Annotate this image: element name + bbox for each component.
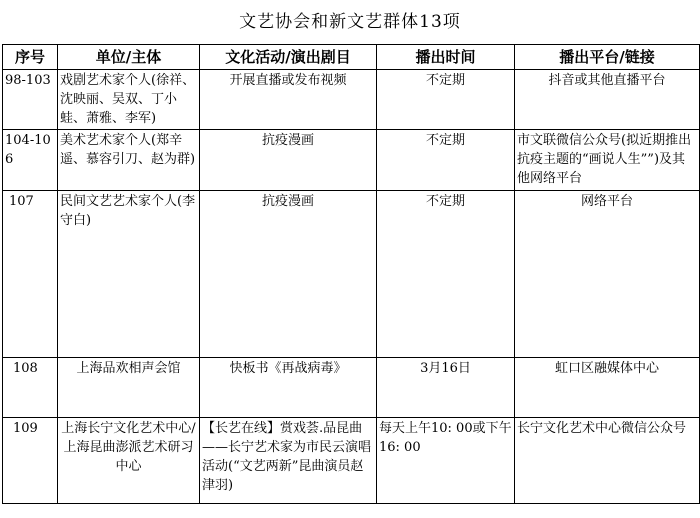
table-row [3, 418, 700, 504]
header-no: 序号 [3, 45, 58, 70]
cell-no: 108 [3, 358, 58, 418]
cell-no: 107 [3, 191, 58, 358]
program-table [2, 44, 700, 504]
cell-activity: 【长艺在线】赏戏荟.品昆曲——长宁艺术家为市民云演唱活动(“文艺两新”昆曲演员赵津羽) [200, 418, 377, 504]
cell-platform: 市文联微信公众号(拟近期推出抗疫主题的“画说人生””)及其他网络平台 [515, 130, 700, 191]
header-unit: 单位/主体 [58, 45, 200, 70]
cell-platform: 长宁文化艺术中心微信公众号 [515, 418, 700, 504]
cell-time: 3月16日 [377, 358, 515, 418]
cell-time: 不定期 [377, 130, 515, 191]
cell-no: 109 [3, 418, 58, 504]
cell-unit: 上海品欢相声会馆 [58, 358, 200, 418]
table-row [3, 358, 700, 418]
table-header-row [3, 45, 700, 70]
cell-time: 不定期 [377, 70, 515, 130]
header-time: 播出时间 [377, 45, 515, 70]
cell-unit: 上海长宁文化艺术中心/上海昆曲澎派艺术研习中心 [58, 418, 200, 504]
cell-no: 104-106 [3, 130, 58, 191]
cell-time: 每天上午10: 00或下午16: 00 [377, 418, 515, 504]
cell-platform: 抖音或其他直播平台 [515, 70, 700, 130]
cell-no: 98-103 [3, 70, 58, 130]
cell-activity: 抗疫漫画 [200, 191, 377, 358]
cell-platform: 虹口区融媒体中心 [515, 358, 700, 418]
cell-unit: 民间文艺艺术家个人(李守白) [58, 191, 200, 358]
table-row [3, 70, 700, 130]
page-title: 文艺协会和新文艺群体13项 [239, 12, 461, 32]
header-activity: 文化活动/演出剧目 [200, 45, 377, 70]
cell-time: 不定期 [377, 191, 515, 358]
header-platform: 播出平台/链接 [515, 45, 700, 70]
cell-unit: 戏剧艺术家个人(徐祥、沈映丽、吴双、丁小蛙、萧雅、李军) [58, 70, 200, 130]
table-row [3, 130, 700, 191]
cell-activity: 快板书《再战病毒》 [200, 358, 377, 418]
table-row [3, 191, 700, 358]
cell-activity: 开展直播或发布视频 [200, 70, 377, 130]
cell-activity: 抗疫漫画 [200, 130, 377, 191]
cell-unit: 美术艺术家个人(郑辛遥、慕容引刀、赵为群) [58, 130, 200, 191]
cell-platform: 网络平台 [515, 191, 700, 358]
